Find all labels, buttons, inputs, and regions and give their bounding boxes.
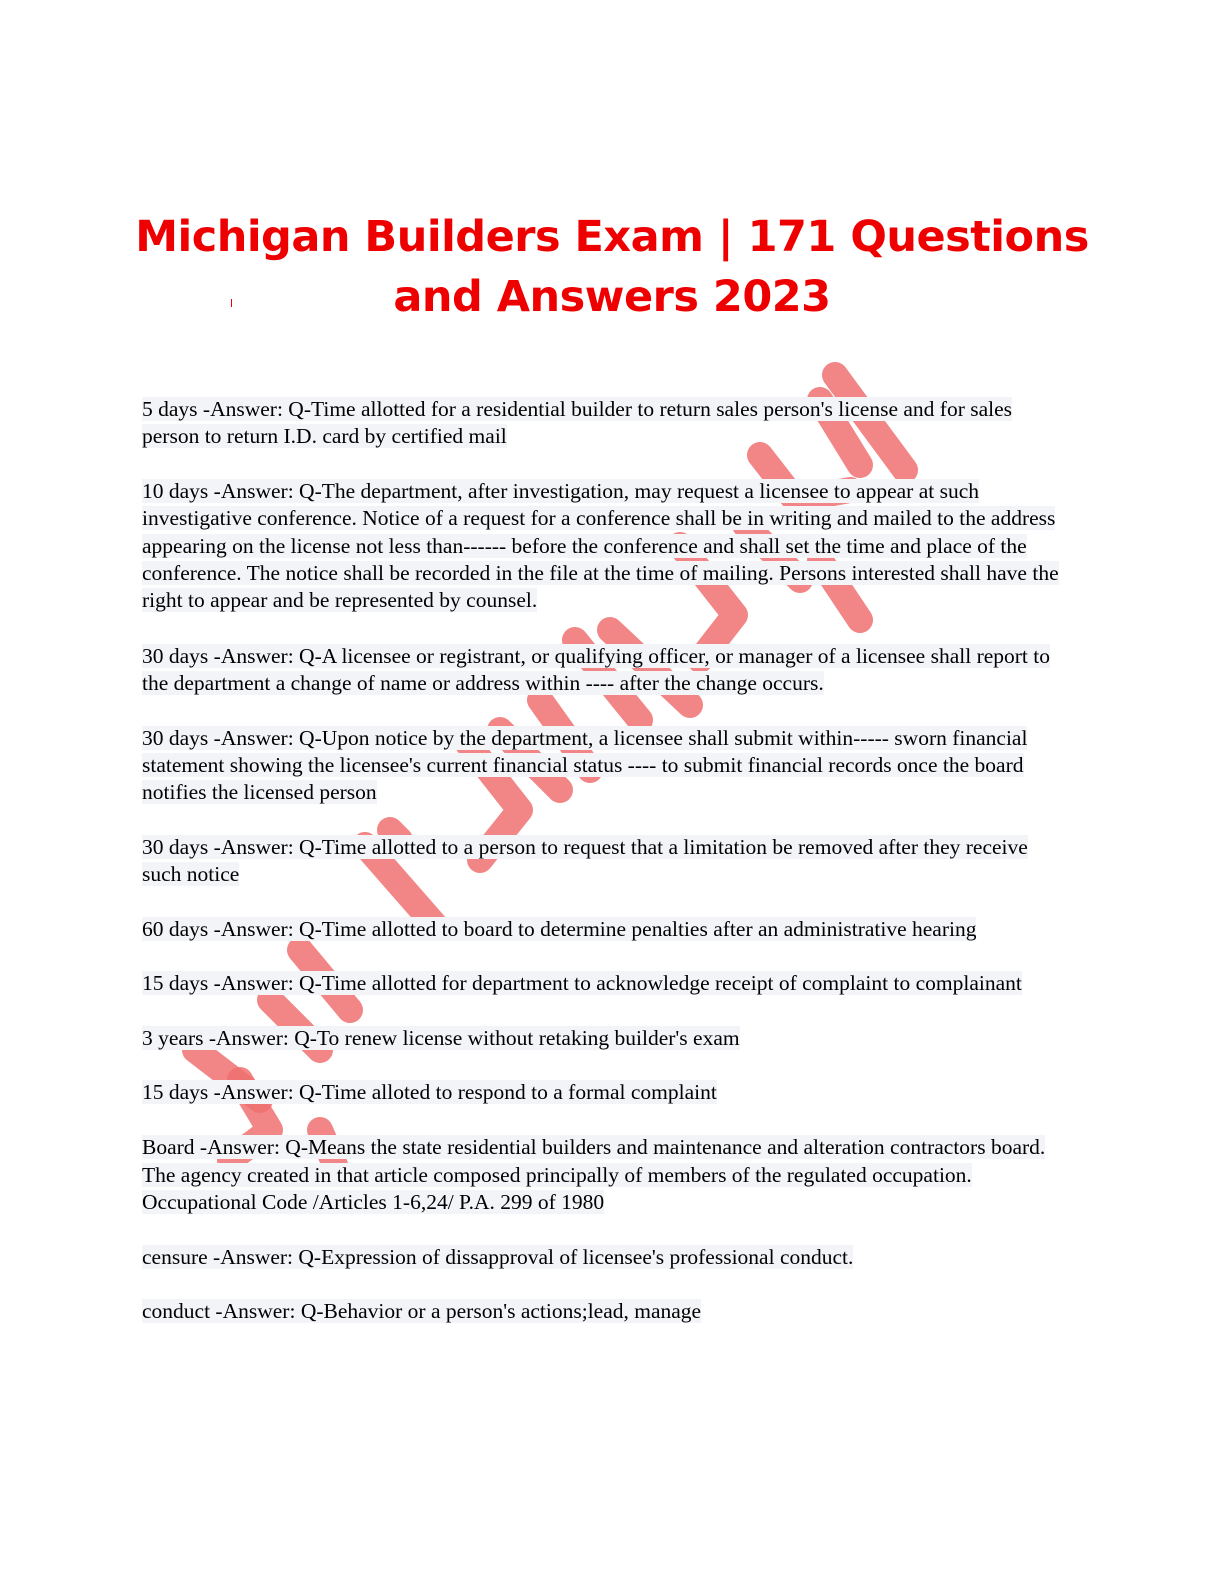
qa-item: 15 days -Answer: Q-Time allotted for department to acknowledge receipt of complaint to complainant: [142, 971, 1022, 996]
qa-item: 3 years -Answer: Q-To renew license without retaking builder's exam: [142, 1025, 740, 1050]
qa-list: [142, 396, 1072, 1325]
qa-item: 30 days -Answer: Q-A licensee or registrant, or qualifying officer, or manager of a licensee shall report to the department a change of name or address within ---- after the change occurs.: [142, 643, 1050, 696]
qa-item: censure -Answer: Q-Expression of dissapproval of licensee's professional conduct.: [142, 1244, 854, 1269]
title-line-1: Michigan Builders Exam | 171 Questions: [135, 211, 1089, 262]
qa-item: Board -Answer: Q-Means the state residential builders and maintenance and alteration contractors board. The agency created in that article composed principally of members of the regulated occupation. Occupational Code /Articles 1-6,24/ P.A. 299 of 1980: [142, 1135, 1046, 1215]
qa-item: 60 days -Answer: Q-Time allotted to board to determine penalties after an administrative hearing: [142, 916, 977, 941]
qa-item: 10 days -Answer: Q-The department, after investigation, may request a licensee to appear at such investigative conference. Notice of a request for a conference shall be in writing and mailed to the address appearing on the license not less than------ before the conference and shall set the time and place of the conference. The notice shall be recorded in the file at the time of mailing. Persons interested shall have the right to appear and be represented by counsel.: [142, 478, 1059, 613]
qa-item: 30 days -Answer: Q-Time allotted to a person to request that a limitation be removed after they receive such notice: [142, 834, 1028, 887]
qa-item: conduct -Answer: Q-Behavior or a person's actions;lead, manage: [142, 1298, 702, 1323]
qa-item: 15 days -Answer: Q-Time alloted to respond to a formal complaint: [142, 1079, 717, 1104]
title-line-2: and Answers 2023: [393, 271, 831, 322]
qa-item: 30 days -Answer: Q-Upon notice by the department, a licensee shall submit within----- sworn financial statement showing the licensee's current financial status ---- to submit financial records once the board notifies the licensed person: [142, 725, 1028, 805]
decorative-tick: [231, 299, 232, 307]
qa-item: 5 days -Answer: Q-Time allotted for a residential builder to return sales person's license and for sales person to return I.D. card by certified mail: [142, 397, 1013, 449]
document-title: [100, 207, 1124, 327]
